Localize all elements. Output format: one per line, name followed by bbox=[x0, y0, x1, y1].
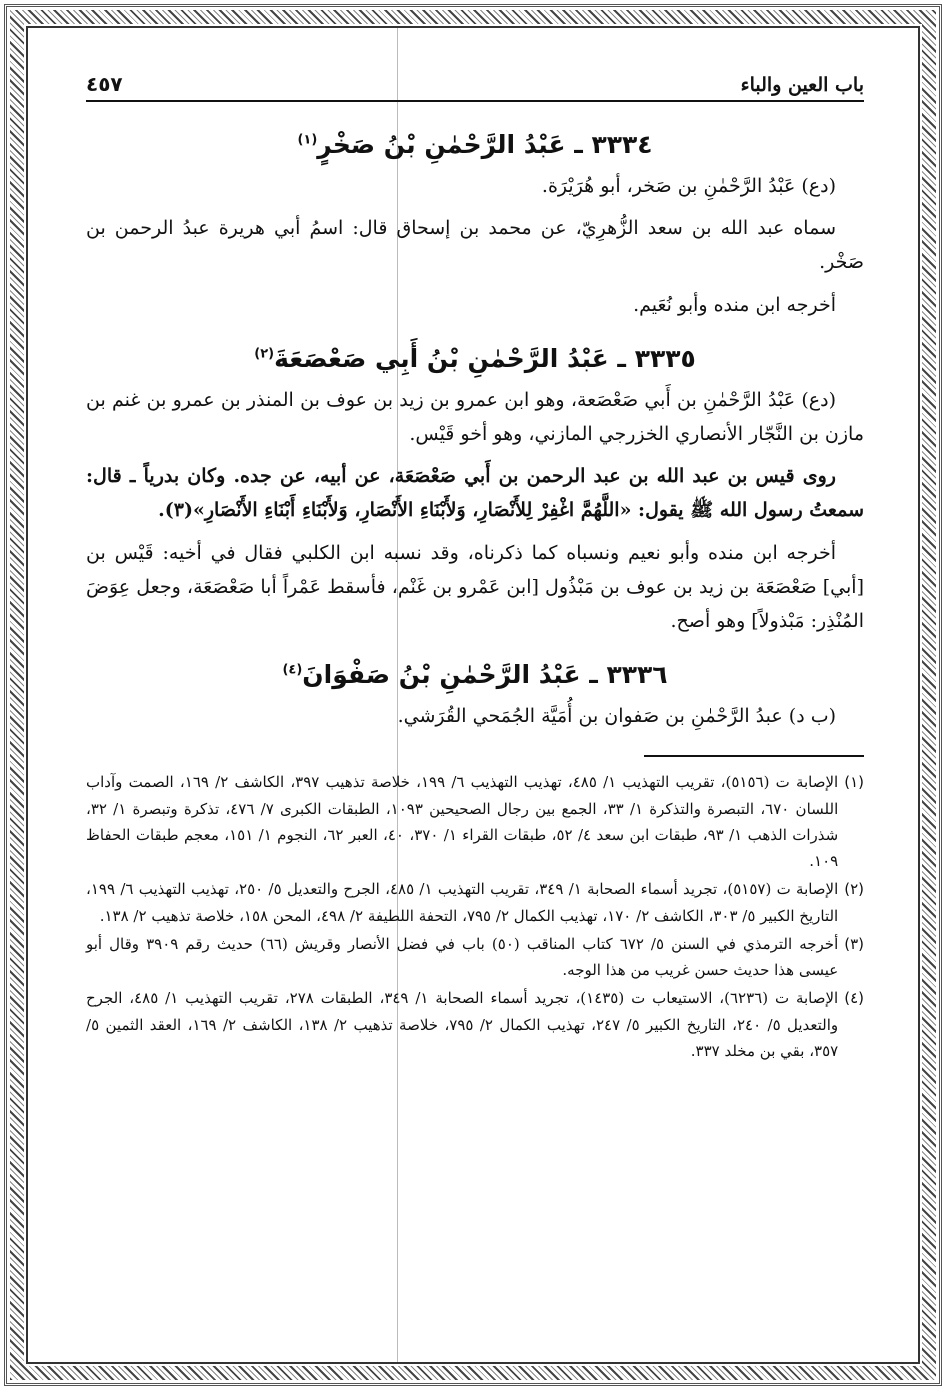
footnote bbox=[86, 769, 864, 874]
entry-paragraph: أخرجه ابن منده وأبو نعيم ونسباه كما ذكرناه، وقد نسبه ابن الكلبي فقال في أخيه: قَيْس بن [أبي] صَعْصَعَة بن زيد بن عوف بن مَبْذُول [ابن عَمْرو بن غَنْم، فأسقط عَمْراً أبا صَعْصَعَة، وجعل عِوَضَ المُنْذِر: مَبْذولاً] وهو أصح. bbox=[86, 541, 864, 632]
footnote-ref: (١) bbox=[297, 132, 318, 148]
footnote bbox=[86, 985, 864, 1064]
entry-heading: ٣٣٣٤ ـ عَبْدُ الرَّحْمٰنِ بْنُ صَخْرٍ$^{(١)}$ bbox=[297, 130, 653, 159]
entry-paragraph: روى قيس بن عبد الله بن عبد الرحمن بن أَبي صَعْصَعَة، عن أبيه، عن جده. وكان بدرياً ـ قال: سمعتُ رسول الله ﷺ يقول: «اللَّهُمَّ اغْفِرْ لِلأَنْصَارِ، وَلأَبْنَاءِ الأَنْصَارِ، وَلأَبْنَاءِ أَبْنَاءِ الأَنْصَارِ»(٣). bbox=[86, 465, 864, 522]
entry-paragraph: أخرجه ابن منده وأبو نُعَيم. bbox=[633, 293, 836, 316]
footnote-text: أخرجه الترمذي في السنن ٥/ ٦٧٢ كتاب المناقب (٥٠) باب في فضل الأنصار وقريش (٦٦) حديث رقم ٣٩٠٩ وقال أبو عيسى هذا حديث حسن غريب من هذا الوجه. bbox=[86, 934, 839, 979]
footnote-text: الإصابة ت (٦٢٣٦)، الاستيعاب ت (١٤٣٥)، تجريد أسماء الصحابة ١/ ٣٤٩، الطبقات ٢٧٨، تقريب التهذيب ١/ ٤٨٥، الجرح والتعديل ٥/ ٢٤٠، التاريخ الكبير ٥/ ٢٤٧، تهذيب الكمال ٢/ ٧٩٥، خلاصة تذهيب ٢/ ١٣٨، الكاشف ٢/ ١٦٩، العقد الثمين ٥/ ٣٥٧، بقي بن مخلد ٣٣٧. bbox=[86, 989, 839, 1060]
running-header bbox=[86, 60, 864, 102]
footnote-separator bbox=[644, 755, 864, 757]
footnote-number: (١) bbox=[844, 773, 864, 792]
footnotes bbox=[86, 769, 864, 1064]
entry-paragraph: (دع) عَبْدُ الرَّحْمٰنِ بن صَخر، أبو هُرَيْرَة. bbox=[541, 175, 836, 197]
footnote-number: (٣) bbox=[844, 934, 864, 953]
entry-3335 bbox=[86, 344, 864, 638]
entry-3334 bbox=[86, 130, 864, 322]
entry-3336 bbox=[86, 660, 864, 733]
footnote-number: (٢) bbox=[844, 880, 864, 899]
footnote-number: (٤) bbox=[844, 989, 864, 1008]
footnote-ref: (٤) bbox=[282, 662, 303, 678]
footnote bbox=[86, 931, 864, 984]
footnote-text: الإصابة ت (٥١٥٦)، تقريب التهذيب ١/ ٤٨٥، تهذيب التهذيب ٦/ ١٩٩، خلاصة تذهيب ٣٩٧، الكاشف ٢/ ١٦٩، الصمت وآداب اللسان ٦٧٠، التبصرة والتذكرة ١/ ٣٣، الجمع بين رجال الصحيحين ١٠٩٣، الطبقات الكبرى ٧/ ٤٧٦، تذكرة وتبصرة ١/ ٣٢، شذرات الذهب ١/ ٩٣، طبقات ابن سعد ٤/ ٥٢، طبقات القراء ١/ ٣٧٠، ٤٠، العبر ٦٢، النجوم ١/ ١٥١، معجم طبقات الحفاظ ١٠٩. bbox=[86, 773, 839, 870]
entry-heading: ٣٣٣٦ ـ عَبْدُ الرَّحْمٰنِ بْنُ صَفْوَانَ$^{(٤)}$ bbox=[282, 660, 668, 690]
entry-paragraph: (دع) عَبْدُ الرَّحْمٰنِ بن أَبي صَعْصَعة، وهو ابن عمرو بن زيد بن عوف بن المنذر بن عمرو بن غنم بن مازن بن النَّجّار الأنصاري الخزرجي المازني، وهو أخو قَيْس. bbox=[86, 388, 864, 445]
footnote-ref: (٢) bbox=[254, 346, 275, 362]
footnote bbox=[86, 876, 864, 929]
page-number: ٤٥٧ bbox=[86, 72, 123, 96]
entry-heading: ٣٣٣٥ ـ عَبْدُ الرَّحْمٰنِ بْنُ أَبِي صَعْصَعَةَ$^{(٢)}$ bbox=[254, 343, 696, 373]
footnote-text: الإصابة ت (٥١٥٧)، تجريد أسماء الصحابة ١/ ٣٤٩، تقريب التهذيب ١/ ٤٨٥، الجرح والتعديل ٥/ ٢٥٠، تهذيب التهذيب ٦/ ١٩٩، التاريخ الكبير ٥/ ٣٠٣، الكاشف ٢/ ١٧٠، تهذيب الكمال ٢/ ٧٩٥، التحفة اللطيفة ٢/ ٤٩٨، المحن ١٥٨، خلاصة تذهيب ٢/ ١٣٨. bbox=[86, 880, 839, 925]
book-page bbox=[86, 60, 864, 1320]
entry-paragraph: سماه عبد الله بن سعد الزُّهرِيّ، عن محمد بن إسحاق قال: اسمُ أبي هريرة عبدُ الرحمن بن صَخْر. bbox=[86, 217, 864, 274]
entry-paragraph: (ب د) عبدُ الرَّحْمٰنِ بن صَفوان بن أُمَيَّة الجُمَحي القُرَشي. bbox=[397, 705, 836, 728]
chapter-title: باب العين والباء bbox=[740, 74, 864, 96]
